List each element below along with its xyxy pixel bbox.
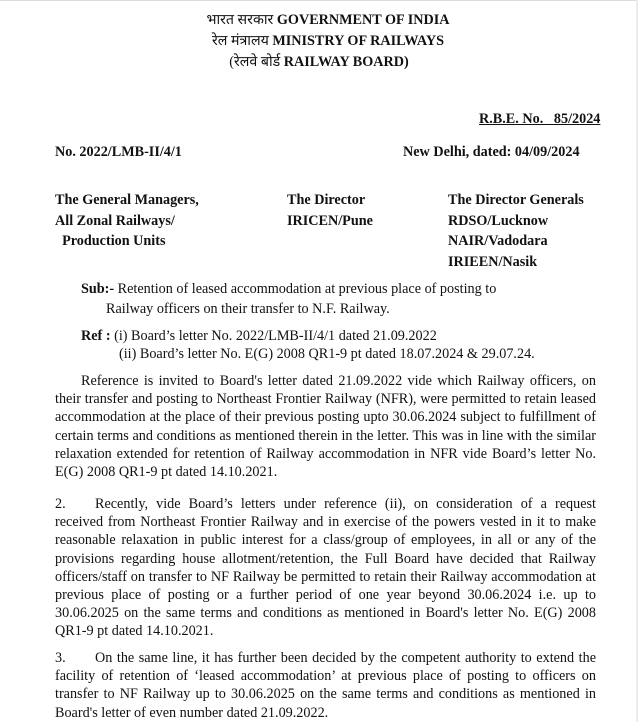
paragraph-text: Recently, vide Board’s letters under reference (ii), on consideration of a request received from Northeast Frontier Railway and in exercise of the powers vested in it to make reasonable relaxation in public interest for a class/group of employees, in all or any of the provisions regarding house allotment/retention, the Full Board have decided that Railway officers/staff on transfer to NF Railway be permitted to retain their Railway accommodation at previous place of posting or a further period of one year beyond 30.06.2024 i.e. up to 30.06.2025 on the same terms and conditions as mentioned in Board's letter No. E(G) 2008 QR1-9 pt dated 14.10.2021. <box>55 496 596 640</box>
addressee-line: The Director Generals <box>448 192 584 208</box>
subject-label: Sub:- <box>81 281 115 297</box>
addressee-line: The Director <box>287 192 366 208</box>
addressee-line: NAIR/Vadodara <box>448 233 548 249</box>
page-top-border <box>0 0 638 1</box>
subject-text-line1: Retention of leased accommodation at previous place of posting to <box>117 281 497 297</box>
paragraph-number: 3. <box>55 650 66 666</box>
letterhead-ministry <box>0 31 638 52</box>
letterhead-board-hindi: (रेलवे बोर्ड <box>229 54 281 70</box>
addressee-line: The General Managers, <box>55 192 199 208</box>
place-and-date: New Delhi, dated: 04/09/2024 <box>403 144 580 160</box>
addressee-line: RDSO/Lucknow <box>448 212 549 229</box>
letterhead-board-english: RAILWAY BOARD) <box>283 54 409 70</box>
letterhead <box>0 10 638 73</box>
reference-item: (i) Board’s letter No. 2022/LMB-II/4/1 dated 21.09.2022 <box>114 328 437 344</box>
paragraph-2 <box>55 495 596 641</box>
reference-block <box>81 327 621 363</box>
addressee-line: IRICEN/Pune <box>287 212 373 229</box>
paragraph-text: On the same line, it has further been decided by the competent authority to extend the facility of retention of ‘leased accommodation’ at previous place of posting to officers on transfer to NF Railway up to 30.06.2025 on the same terms and conditions as mentioned in Board's letter of even number dated 21.09.2022. <box>55 650 596 721</box>
letterhead-board <box>0 52 638 73</box>
subject-block <box>81 279 601 319</box>
rbe-number: R.B.E. No. 85/2024 <box>479 111 601 127</box>
paragraph-1 <box>55 372 596 481</box>
addressee-line: Production Units <box>55 233 166 249</box>
addressee-line: IRIEEN/Nasik <box>448 253 538 270</box>
paragraph-3 <box>55 649 596 722</box>
letterhead-government-english: GOVERNMENT OF INDIA <box>276 12 450 28</box>
letterhead-government-hindi: भारत सरकार <box>206 12 274 28</box>
addressee-line: All Zonal Railways/ <box>55 212 175 229</box>
reference-label: Ref : <box>81 328 111 344</box>
reference-item: (ii) Board’s letter No. E(G) 2008 QR1-9 pt dated 18.07.2024 & 29.07.24. <box>119 346 535 362</box>
letterhead-ministry-hindi: रेल मंत्रालय <box>212 33 269 49</box>
letterhead-government <box>0 10 638 31</box>
letterhead-ministry-english: MINISTRY OF RAILWAYS <box>272 33 444 49</box>
paragraph-number: 2. <box>55 496 66 512</box>
paragraph-text: Reference is invited to Board's letter dated 21.09.2022 vide which Railway officers, on their transfer and posting to Northeast Frontier Railway (NFR), were permitted to retain leased accommodation at the place of their previous posting upto 30.06.2024 subject to fulfillment of certain terms and conditions as mentioned therein in the letter. This was in line with the similar relaxation extended for retention of Railway accommodation in NFR vide Board’s letter No. E(G) 2008 QR1-9 pt dated 14.10.2021. <box>55 373 596 481</box>
addressee-general-managers <box>55 190 199 252</box>
subject-text-line2: Railway officers on their transfer to N.F. Railway. <box>106 301 390 317</box>
addressee-director-generals <box>448 190 584 272</box>
addressee-director-iricen <box>287 190 373 231</box>
letter-number: No. 2022/LMB-II/4/1 <box>55 144 182 160</box>
